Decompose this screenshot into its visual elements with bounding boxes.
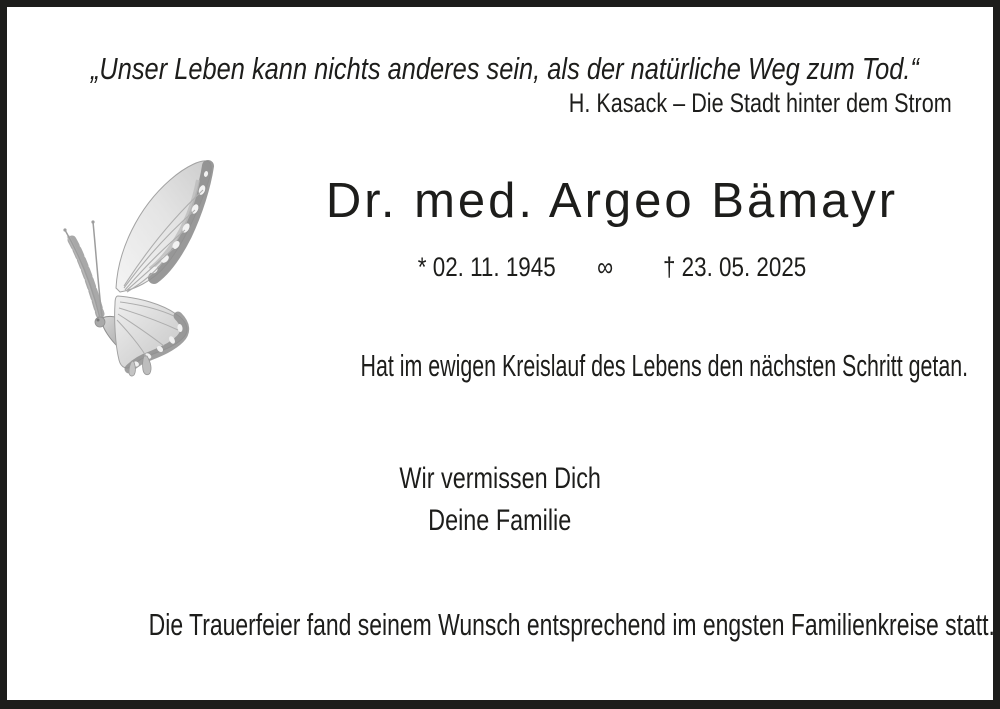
deceased-name-line	[224, 174, 1000, 228]
infinity-icon: ∞	[597, 252, 614, 282]
funeral-note-wrap	[0, 607, 995, 642]
farewell-line-wrap	[0, 464, 1000, 494]
deceased-name: Dr. med. Argeo Bämayr	[325, 174, 899, 228]
quote-text: „Unser Leben kann nichts anderes sein, als der natürliche Weg zum Tod.“	[90, 51, 919, 86]
quote-attribution: H. Kasack – Die Stadt hinter dem Strom	[569, 88, 952, 118]
farewell-line: Wir vermissen Dich	[399, 462, 601, 495]
funeral-note: Die Trauerfeier fand seinem Wunsch entsprechend im engsten Familienkreise statt.	[148, 607, 995, 642]
mourners-line-wrap	[0, 506, 1000, 536]
quote-attribution-line	[0, 90, 952, 117]
death-date: † 23. 05. 2025	[662, 252, 807, 282]
life-dates	[418, 254, 806, 281]
birth-date: * 02. 11. 1945	[417, 252, 556, 282]
mourners-line: Deine Familie	[428, 504, 572, 537]
tribute-line-wrap	[224, 350, 1000, 381]
tribute-line: Hat im ewigen Kreislauf des Lebens den nächsten Schritt getan.	[360, 348, 969, 383]
quote-line	[0, 53, 1000, 84]
life-dates-line	[224, 254, 1000, 281]
